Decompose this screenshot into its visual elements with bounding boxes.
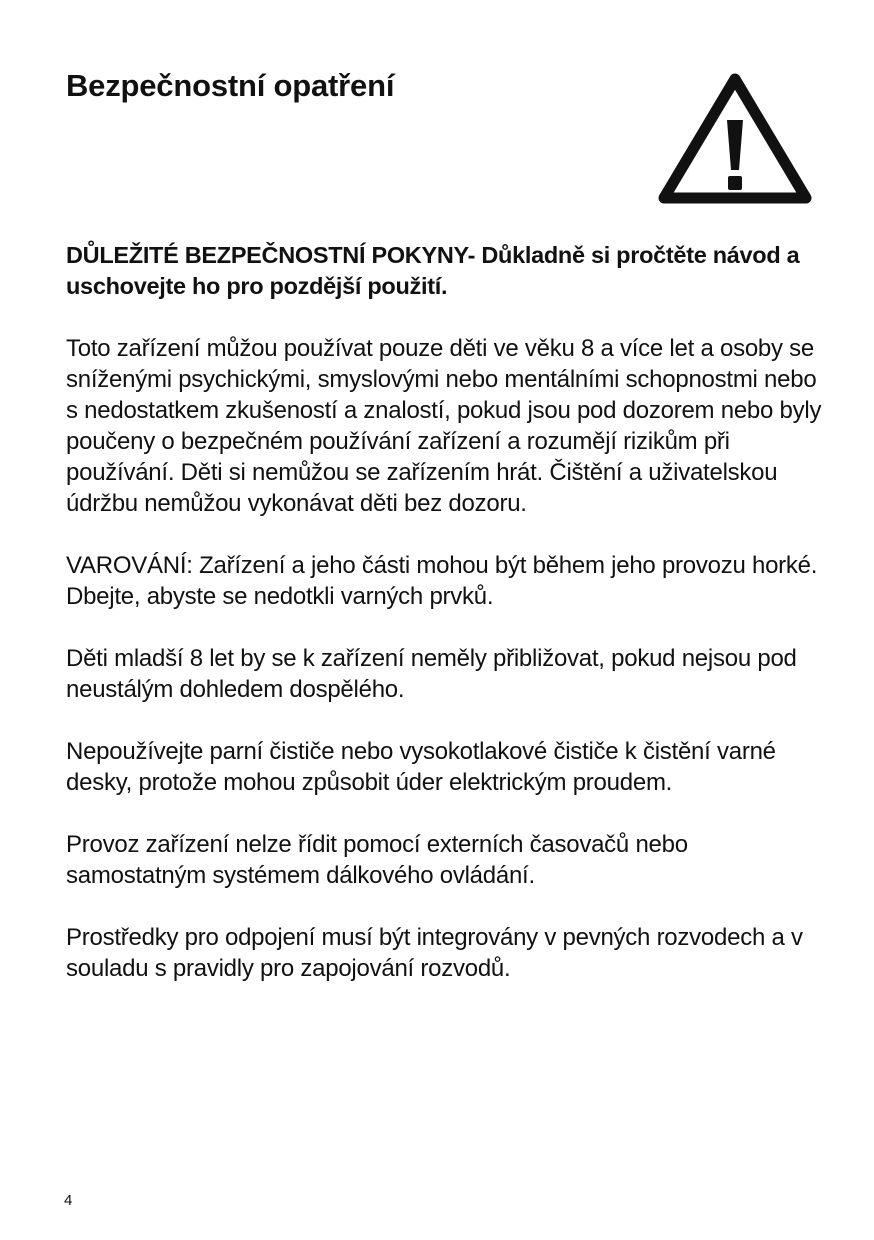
paragraph-steam-cleaners: Nepoužívejte parní čističe nebo vysokotlakové čističe k čistění varné desky, protože mohou způsobit úder elektrickým proudem. (66, 738, 776, 796)
page-title: Bezpečnostní opatření (66, 68, 395, 103)
paragraph-external-timers: Provoz zařízení nelze řídit pomocí externích časovačů nebo samostatným systémem dálkového ovládání. (66, 831, 688, 889)
paragraph-hot-warning: VAROVÁNÍ: Zařízení a jeho části mohou být během jeho provozu horké. Dbejte, abyste se nedotkli varných prvků. (66, 552, 818, 610)
paragraph-disconnection: Prostředky pro odpojení musí být integrovány v pevných rozvodech a v souladu s pravidly pro zapojování rozvodů. (66, 924, 803, 982)
paragraph-supervision: Toto zařízení můžou používat pouze děti ve věku 8 a více let a osoby se sníženými psychickými, smyslovými nebo mentálními schopnostmi nebo s nedostatkem zkušeností a znalostí, pokud jsou pod dozorem nebo byly poučeny o bezpečném používání zařízení a rozumějí rizikům při používání. Děti si nemůžou se zařízením hrát. Čištění a uživatelskou údržbu nemůžou vykonávat děti bez dozoru. (66, 335, 822, 517)
warning-triangle-icon (658, 70, 812, 206)
safety-content (66, 240, 826, 984)
paragraph-children-under-8: Děti mladší 8 let by se k zařízení neměly přibližovat, pokud nejsou pod neustálým dohledem dospělého. (66, 645, 797, 703)
important-safety-note: DŮLEŽITÉ BEZPEČNOSTNÍ POKYNY- Důkladně si pročtěte návod a uschovejte ho pro pozdější použití. (66, 242, 800, 299)
page-number: 4 (64, 1192, 73, 1209)
